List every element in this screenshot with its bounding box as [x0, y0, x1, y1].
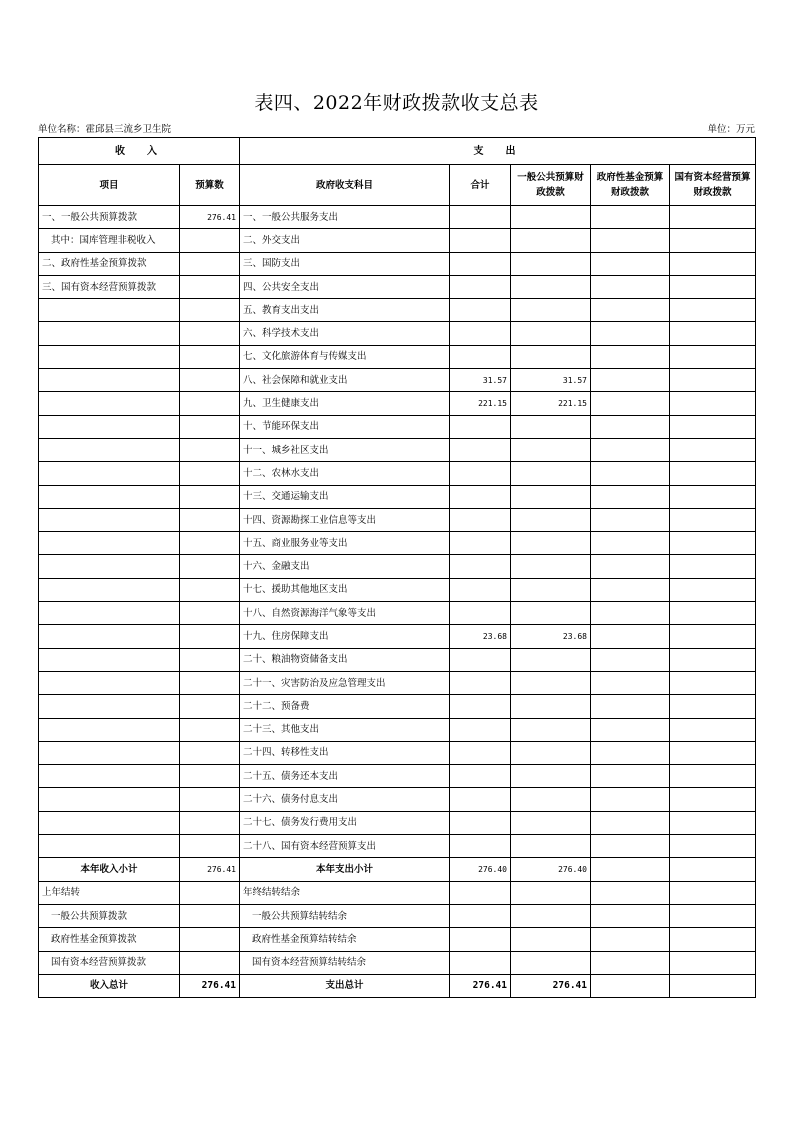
- income-item-cell: [39, 625, 180, 648]
- table-row: [39, 485, 756, 508]
- income-budget-cell: [180, 275, 240, 298]
- expense-total-cell: [450, 718, 511, 741]
- expense-total-cell: [450, 485, 511, 508]
- expense-state-cell: [670, 648, 756, 671]
- income-subtotal-label: 本年收入小计: [39, 858, 180, 881]
- carry-row: [39, 951, 756, 974]
- expense-total-cell: [450, 811, 511, 834]
- income-budget-cell: [180, 322, 240, 345]
- table-row: [39, 508, 756, 531]
- income-item-cell: [39, 741, 180, 764]
- expense-subject-cell: 六、科学技术支出: [240, 322, 450, 345]
- end-state-label: 国有资本经营预算结转结余: [240, 951, 450, 974]
- end-general-label: 一般公共预算结转结余: [240, 904, 450, 927]
- cell: [450, 881, 511, 904]
- cell: [180, 881, 240, 904]
- expense-state-cell: [670, 438, 756, 461]
- expense-general-cell: [511, 741, 591, 764]
- expense-general-cell: [511, 206, 591, 229]
- expense-general-cell: [511, 485, 591, 508]
- table-row: [39, 322, 756, 345]
- expense-state-cell: [670, 765, 756, 788]
- expense-fund-cell: [591, 508, 670, 531]
- cell: [591, 928, 670, 951]
- cell: [180, 928, 240, 951]
- income-item-cell: [39, 602, 180, 625]
- cell: [670, 904, 756, 927]
- item-header: 项目: [39, 165, 180, 206]
- page-title: 表四、2022年财政拨款收支总表: [254, 92, 539, 114]
- expense-state-cell: [670, 206, 756, 229]
- income-item-cell: [39, 485, 180, 508]
- header-row-1: [39, 138, 756, 165]
- income-item-cell: [39, 415, 180, 438]
- cell: [670, 881, 756, 904]
- expense-subtotal-label: 本年支出小计: [240, 858, 450, 881]
- expense-subject-cell: 二十六、债务付息支出: [240, 788, 450, 811]
- income-item-cell: [39, 508, 180, 531]
- expense-general-cell: [511, 508, 591, 531]
- income-budget-cell: [180, 438, 240, 461]
- expense-state-cell: [670, 508, 756, 531]
- table-row: [39, 369, 756, 392]
- income-item-cell: [39, 392, 180, 415]
- expense-general-cell: [511, 252, 591, 275]
- expense-subject-cell: 二十五、债务还本支出: [240, 765, 450, 788]
- expense-subject-cell: 十、节能环保支出: [240, 415, 450, 438]
- expense-general-cell: [511, 345, 591, 368]
- expense-total-cell: [450, 508, 511, 531]
- expense-state-cell: [670, 625, 756, 648]
- table-row: [39, 625, 756, 648]
- expense-total-cell: [450, 345, 511, 368]
- cell: [450, 904, 511, 927]
- expense-general-cell: [511, 648, 591, 671]
- income-budget-cell: [180, 788, 240, 811]
- expense-fund-cell: [591, 415, 670, 438]
- expense-total-cell: [450, 275, 511, 298]
- expense-subtotal-total: 276.40: [450, 858, 511, 881]
- income-item-cell: [39, 695, 180, 718]
- expense-state-cell: [670, 695, 756, 718]
- expense-fund-cell: [591, 555, 670, 578]
- income-item-cell: [39, 765, 180, 788]
- prev-general-label: 一般公共预算拨款: [39, 904, 180, 927]
- expense-fund-cell: [591, 462, 670, 485]
- income-budget-cell: [180, 718, 240, 741]
- income-subtotal-value: 276.41: [180, 858, 240, 881]
- expense-fund-cell: [591, 648, 670, 671]
- table-row: [39, 741, 756, 764]
- expense-fund-cell: [591, 695, 670, 718]
- income-item-cell: [39, 299, 180, 322]
- expense-total-cell: [450, 415, 511, 438]
- expense-fund-cell: [591, 369, 670, 392]
- expense-subject-cell: 二十、粮油物资储备支出: [240, 648, 450, 671]
- expense-general-cell: [511, 671, 591, 694]
- income-grand-label: 收入总计: [39, 974, 180, 997]
- expense-general-cell: [511, 602, 591, 625]
- expense-subject-cell: 九、卫生健康支出: [240, 392, 450, 415]
- table-row: [39, 602, 756, 625]
- income-budget-cell: [180, 555, 240, 578]
- table-row: [39, 252, 756, 275]
- expense-subject-cell: 二十四、转移性支出: [240, 741, 450, 764]
- expense-total-cell: 23.68: [450, 625, 511, 648]
- header-row-2: [39, 165, 756, 206]
- table-row: [39, 299, 756, 322]
- expense-state-cell: [670, 602, 756, 625]
- income-budget-cell: [180, 392, 240, 415]
- expense-subject-cell: 二、外交支出: [240, 229, 450, 252]
- income-item-cell: 二、政府性基金预算拨款: [39, 252, 180, 275]
- table-row: [39, 695, 756, 718]
- expense-general-cell: [511, 532, 591, 555]
- grand-total-row: [39, 974, 756, 997]
- cell: [591, 904, 670, 927]
- expense-subject-cell: 四、公共安全支出: [240, 275, 450, 298]
- end-carry-label: 年终结转结余: [240, 881, 450, 904]
- income-grand-value: 276.41: [180, 974, 240, 997]
- income-budget-cell: 276.41: [180, 206, 240, 229]
- expense-general-cell: [511, 765, 591, 788]
- table-row: [39, 788, 756, 811]
- prev-fund-label: 政府性基金预算拨款: [39, 928, 180, 951]
- expense-state-cell: [670, 299, 756, 322]
- state-header: 国有资本经营预算财政拨款: [670, 165, 756, 206]
- cell: [670, 858, 756, 881]
- table-row: [39, 275, 756, 298]
- expense-state-cell: [670, 835, 756, 858]
- income-item-cell: [39, 811, 180, 834]
- expense-subject-cell: 十八、自然资源海洋气象等支出: [240, 602, 450, 625]
- expense-state-cell: [670, 578, 756, 601]
- expense-state-cell: [670, 741, 756, 764]
- expense-total-cell: [450, 602, 511, 625]
- expense-grand-label: 支出总计: [240, 974, 450, 997]
- expense-subject-cell: 五、教育支出支出: [240, 299, 450, 322]
- expense-total-cell: [450, 788, 511, 811]
- expense-general-cell: [511, 578, 591, 601]
- income-budget-cell: [180, 229, 240, 252]
- income-budget-cell: [180, 625, 240, 648]
- expense-subject-cell: 八、社会保障和就业支出: [240, 369, 450, 392]
- expense-state-cell: [670, 392, 756, 415]
- income-item-cell: [39, 835, 180, 858]
- expense-general-cell: 221.15: [511, 392, 591, 415]
- income-item-cell: [39, 648, 180, 671]
- cell: [670, 951, 756, 974]
- expense-subject-cell: 十五、商业服务业等支出: [240, 532, 450, 555]
- expense-total-cell: [450, 555, 511, 578]
- general-header: 一般公共预算财政拨款: [511, 165, 591, 206]
- income-budget-cell: [180, 602, 240, 625]
- expense-fund-cell: [591, 322, 670, 345]
- expense-subject-cell: 十四、资源勘探工业信息等支出: [240, 508, 450, 531]
- expense-general-cell: [511, 275, 591, 298]
- expense-fund-cell: [591, 718, 670, 741]
- carry-row: [39, 928, 756, 951]
- income-budget-cell: [180, 369, 240, 392]
- expense-general-cell: [511, 788, 591, 811]
- income-item-cell: [39, 369, 180, 392]
- expense-general-cell: 31.57: [511, 369, 591, 392]
- expense-subject-cell: 十七、援助其他地区支出: [240, 578, 450, 601]
- expense-subject-cell: 二十二、预备费: [240, 695, 450, 718]
- income-budget-cell: [180, 252, 240, 275]
- income-budget-cell: [180, 811, 240, 834]
- budget-table: [38, 137, 756, 998]
- expense-fund-cell: [591, 438, 670, 461]
- income-budget-cell: [180, 648, 240, 671]
- expense-fund-cell: [591, 345, 670, 368]
- expense-total-cell: [450, 438, 511, 461]
- cell: [450, 951, 511, 974]
- income-budget-cell: [180, 532, 240, 555]
- income-item-cell: [39, 555, 180, 578]
- expense-total-cell: [450, 741, 511, 764]
- expense-fund-cell: [591, 532, 670, 555]
- income-item-cell: [39, 718, 180, 741]
- expense-fund-cell: [591, 299, 670, 322]
- cell: [511, 928, 591, 951]
- cell: [180, 904, 240, 927]
- table-row: [39, 532, 756, 555]
- expense-fund-cell: [591, 275, 670, 298]
- cell: [511, 951, 591, 974]
- cell: [511, 881, 591, 904]
- expense-subject-cell: 十三、交通运输支出: [240, 485, 450, 508]
- end-fund-label: 政府性基金预算结转结余: [240, 928, 450, 951]
- expense-total-cell: [450, 229, 511, 252]
- expense-state-cell: [670, 415, 756, 438]
- expense-state-cell: [670, 369, 756, 392]
- table-row: [39, 765, 756, 788]
- table-row: [39, 578, 756, 601]
- expense-general-cell: 23.68: [511, 625, 591, 648]
- income-item-cell: [39, 578, 180, 601]
- income-budget-cell: [180, 415, 240, 438]
- expense-total-cell: [450, 206, 511, 229]
- expense-subject-cell: 二十一、灾害防治及应急管理支出: [240, 671, 450, 694]
- table-row: [39, 206, 756, 229]
- expense-total-cell: [450, 252, 511, 275]
- expense-state-cell: [670, 555, 756, 578]
- income-item-cell: [39, 788, 180, 811]
- subtotal-row: [39, 858, 756, 881]
- unit-name: 单位名称：霍邱县三流乡卫生院: [38, 124, 172, 135]
- table-row: [39, 648, 756, 671]
- expense-state-cell: [670, 345, 756, 368]
- income-item-cell: [39, 532, 180, 555]
- unit-label: 单位：万元: [707, 124, 755, 135]
- income-header: 收 入: [39, 138, 240, 165]
- expense-fund-cell: [591, 671, 670, 694]
- expense-total-cell: [450, 671, 511, 694]
- cell: [511, 904, 591, 927]
- prev-state-label: 国有资本经营预算拨款: [39, 951, 180, 974]
- expense-general-cell: [511, 229, 591, 252]
- expense-general-cell: [511, 555, 591, 578]
- cell: [670, 974, 756, 997]
- table-row: [39, 835, 756, 858]
- expense-subtotal-general: 276.40: [511, 858, 591, 881]
- expense-state-cell: [670, 252, 756, 275]
- expense-fund-cell: [591, 788, 670, 811]
- carry-row: [39, 904, 756, 927]
- expense-subject-cell: 一、一般公共服务支出: [240, 206, 450, 229]
- income-budget-cell: [180, 671, 240, 694]
- table-row: [39, 415, 756, 438]
- expense-state-cell: [670, 671, 756, 694]
- income-item-cell: [39, 322, 180, 345]
- income-item-cell: [39, 345, 180, 368]
- expense-state-cell: [670, 532, 756, 555]
- expense-general-cell: [511, 811, 591, 834]
- expense-general-cell: [511, 462, 591, 485]
- cell: [591, 951, 670, 974]
- income-budget-cell: [180, 741, 240, 764]
- expense-fund-cell: [591, 229, 670, 252]
- prev-carry-label: 上年结转: [39, 881, 180, 904]
- cell: [591, 974, 670, 997]
- expense-subject-cell: 七、文化旅游体育与传媒支出: [240, 345, 450, 368]
- expense-total-cell: [450, 765, 511, 788]
- expense-fund-cell: [591, 578, 670, 601]
- table-row: [39, 671, 756, 694]
- income-budget-cell: [180, 345, 240, 368]
- expense-subject-cell: 十九、住房保障支出: [240, 625, 450, 648]
- cell: [450, 928, 511, 951]
- cell: [180, 951, 240, 974]
- income-budget-cell: [180, 485, 240, 508]
- expense-grand-general: 276.41: [511, 974, 591, 997]
- income-item-cell: 三、国有资本经营预算拨款: [39, 275, 180, 298]
- table-row: [39, 229, 756, 252]
- table-row: [39, 555, 756, 578]
- income-item-cell: [39, 462, 180, 485]
- cell: [670, 928, 756, 951]
- expense-header: 支 出: [240, 138, 756, 165]
- expense-fund-cell: [591, 206, 670, 229]
- income-item-cell: [39, 671, 180, 694]
- expense-fund-cell: [591, 741, 670, 764]
- expense-general-cell: [511, 322, 591, 345]
- income-budget-cell: [180, 462, 240, 485]
- table-row: [39, 438, 756, 461]
- expense-fund-cell: [591, 765, 670, 788]
- table-row: [39, 811, 756, 834]
- expense-subject-cell: 二十七、债务发行费用支出: [240, 811, 450, 834]
- expense-total-cell: [450, 648, 511, 671]
- expense-grand-total: 276.41: [450, 974, 511, 997]
- expense-total-cell: 31.57: [450, 369, 511, 392]
- expense-fund-cell: [591, 835, 670, 858]
- expense-general-cell: [511, 299, 591, 322]
- expense-fund-cell: [591, 392, 670, 415]
- fund-header: 政府性基金预算财政拨款: [591, 165, 670, 206]
- expense-fund-cell: [591, 811, 670, 834]
- income-item-cell: [39, 438, 180, 461]
- expense-total-cell: [450, 695, 511, 718]
- expense-subject-cell: 十二、农林水支出: [240, 462, 450, 485]
- expense-total-cell: 221.15: [450, 392, 511, 415]
- expense-subject-cell: 二十八、国有资本经营预算支出: [240, 835, 450, 858]
- expense-state-cell: [670, 811, 756, 834]
- expense-subject-cell: 三、国防支出: [240, 252, 450, 275]
- income-item-cell: 其中：国库管理非税收入: [39, 229, 180, 252]
- budget-header: 预算数: [180, 165, 240, 206]
- expense-total-cell: [450, 532, 511, 555]
- income-budget-cell: [180, 835, 240, 858]
- expense-subject-cell: 二十三、其他支出: [240, 718, 450, 741]
- expense-general-cell: [511, 415, 591, 438]
- income-item-cell: 一、一般公共预算拨款: [39, 206, 180, 229]
- expense-fund-cell: [591, 485, 670, 508]
- cell: [591, 881, 670, 904]
- expense-state-cell: [670, 275, 756, 298]
- income-budget-cell: [180, 299, 240, 322]
- expense-state-cell: [670, 718, 756, 741]
- expense-fund-cell: [591, 602, 670, 625]
- expense-total-cell: [450, 578, 511, 601]
- cell: [591, 858, 670, 881]
- table-row: [39, 718, 756, 741]
- table-row: [39, 345, 756, 368]
- expense-general-cell: [511, 695, 591, 718]
- expense-state-cell: [670, 485, 756, 508]
- table-row: [39, 462, 756, 485]
- subject-header: 政府收支科目: [240, 165, 450, 206]
- expense-general-cell: [511, 718, 591, 741]
- total-header: 合计: [450, 165, 511, 206]
- expense-state-cell: [670, 788, 756, 811]
- expense-total-cell: [450, 462, 511, 485]
- expense-state-cell: [670, 229, 756, 252]
- expense-subject-cell: 十六、金融支出: [240, 555, 450, 578]
- expense-state-cell: [670, 322, 756, 345]
- income-budget-cell: [180, 695, 240, 718]
- income-budget-cell: [180, 508, 240, 531]
- expense-fund-cell: [591, 625, 670, 648]
- income-budget-cell: [180, 765, 240, 788]
- table-row: [39, 392, 756, 415]
- expense-state-cell: [670, 462, 756, 485]
- expense-fund-cell: [591, 252, 670, 275]
- expense-total-cell: [450, 299, 511, 322]
- expense-general-cell: [511, 438, 591, 461]
- expense-general-cell: [511, 835, 591, 858]
- expense-total-cell: [450, 322, 511, 345]
- carry-row: [39, 881, 756, 904]
- expense-total-cell: [450, 835, 511, 858]
- income-budget-cell: [180, 578, 240, 601]
- expense-subject-cell: 十一、城乡社区支出: [240, 438, 450, 461]
